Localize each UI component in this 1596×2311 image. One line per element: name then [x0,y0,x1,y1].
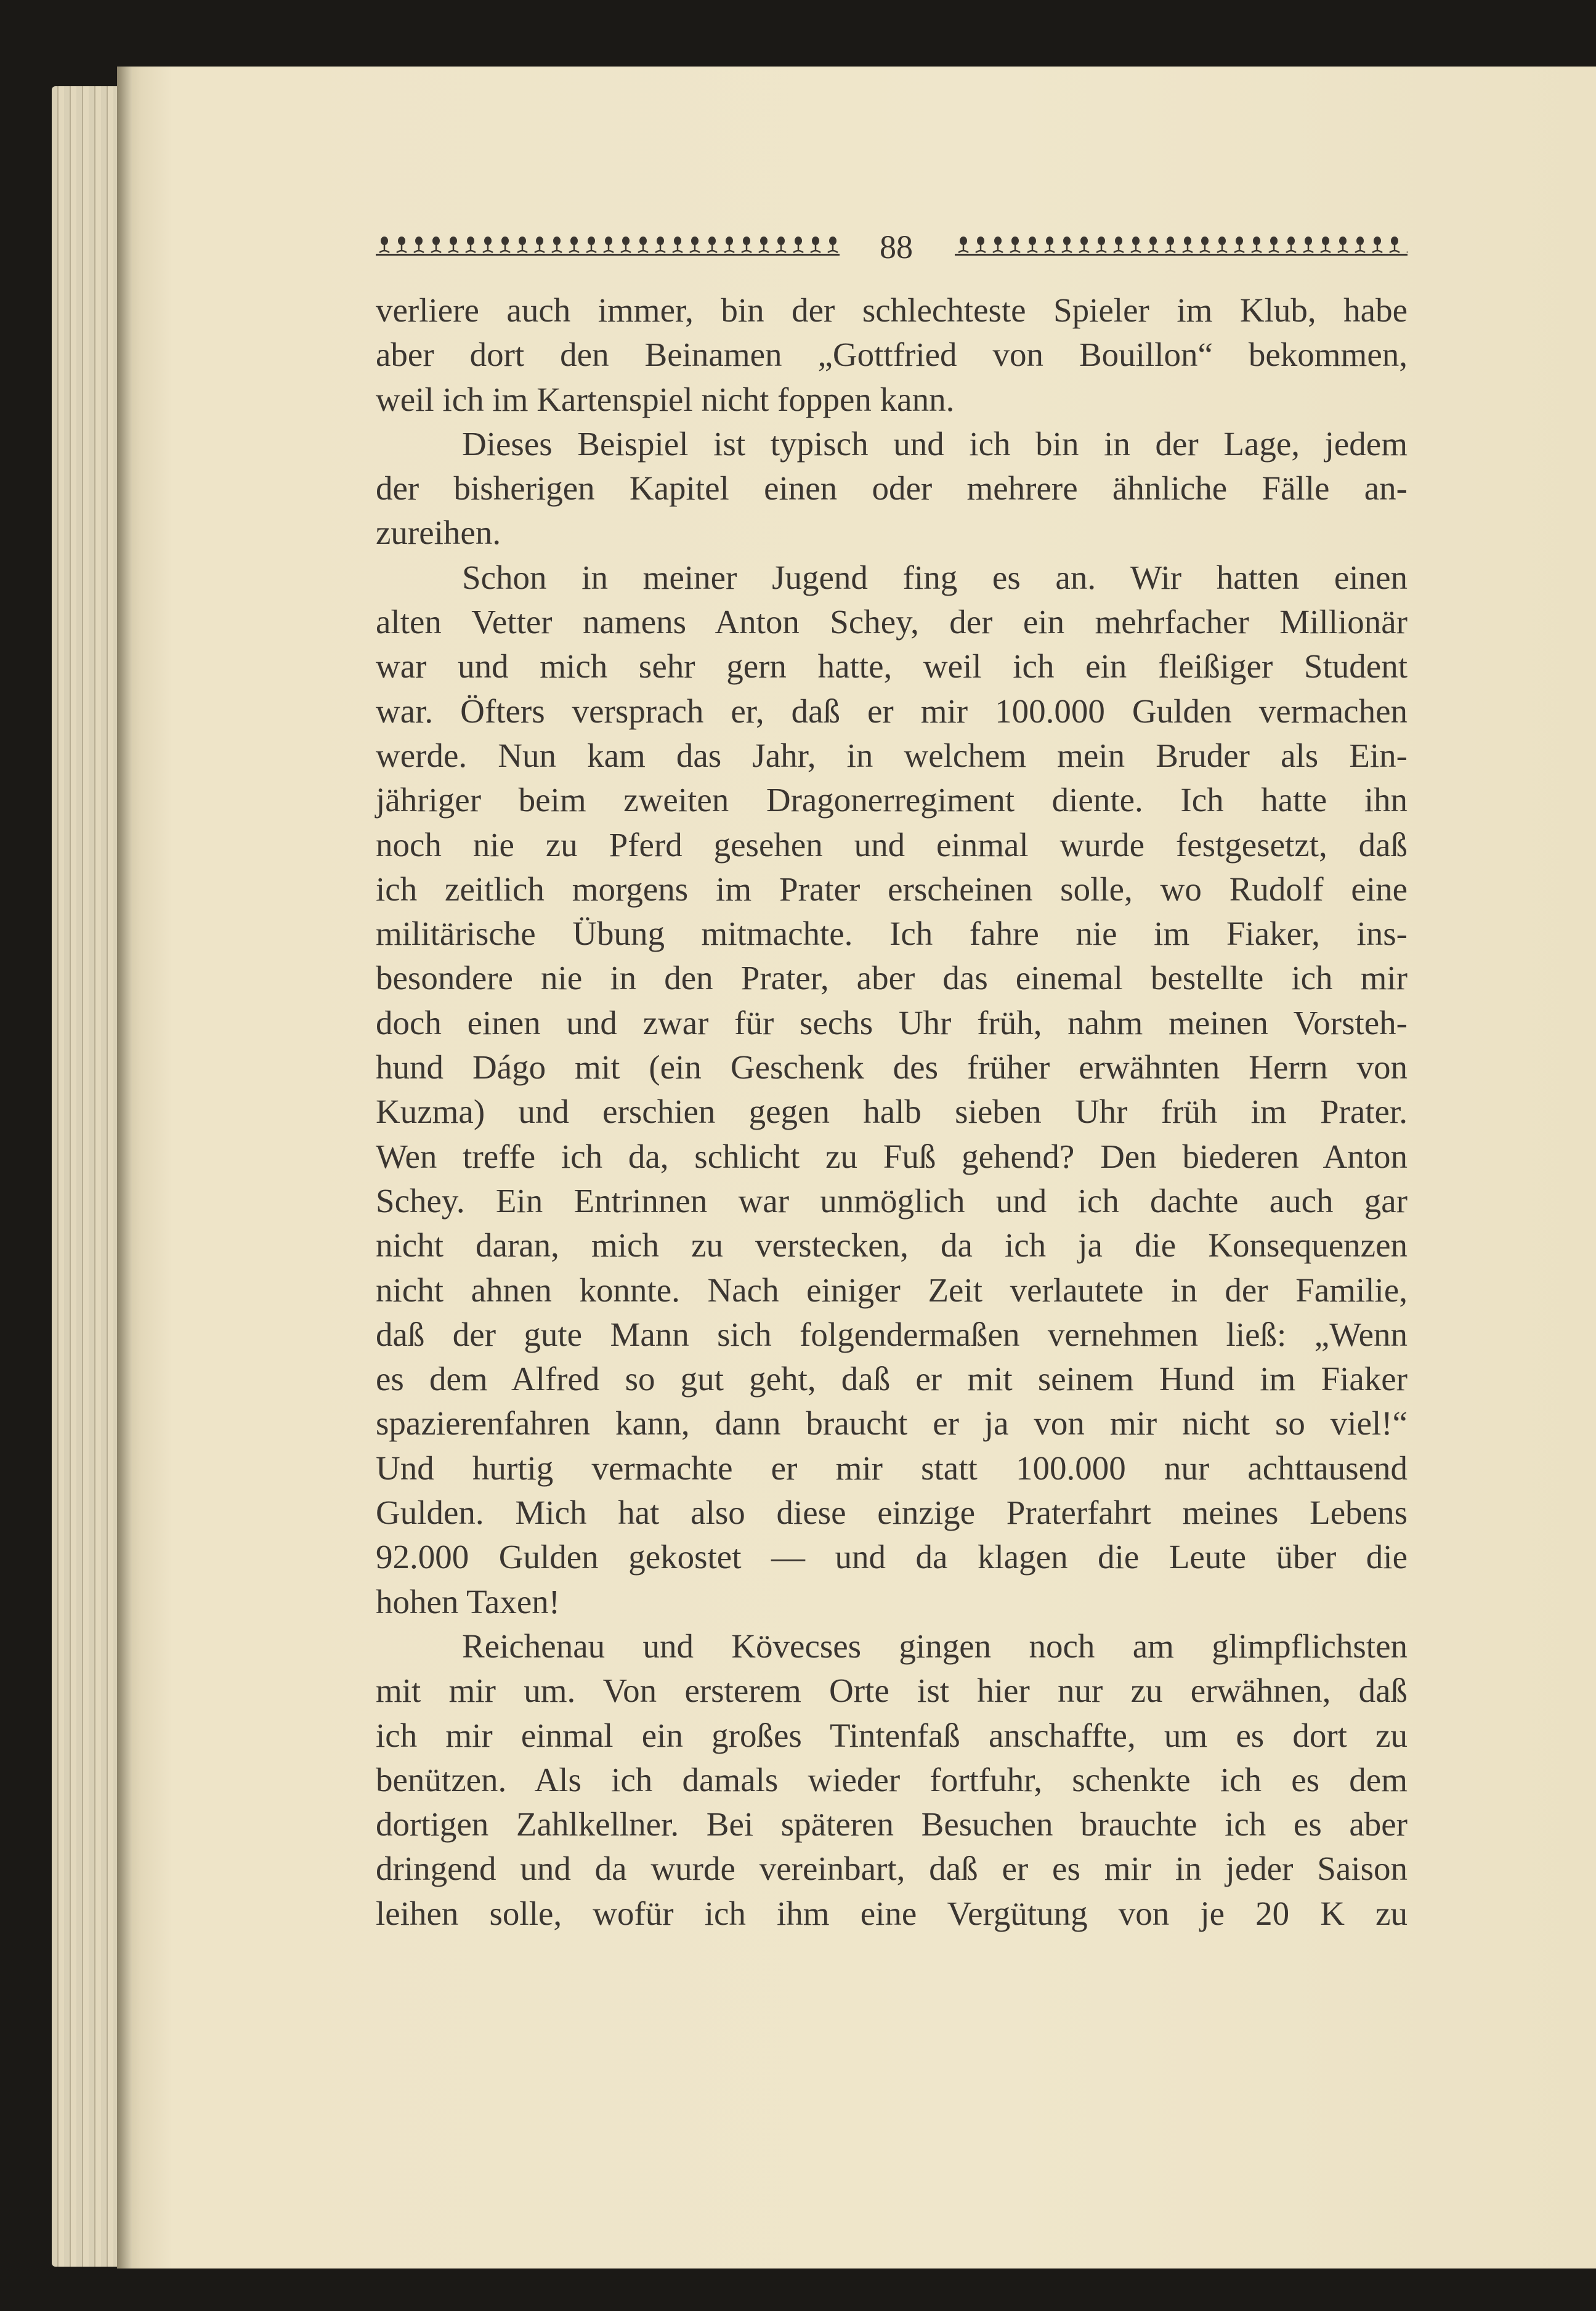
text-line: weil ich im Kartenspiel nicht foppen kann. [376,380,955,418]
text-line: verliere auch immer, bin der schlechteste Spieler im Klub, habe [376,291,1408,329]
text-line: war. Öfters versprach er, daß er mir 100.000 Gulden vermachen [376,692,1408,730]
text-line: daß der gute Mann sich folgendermaßen vernehmen ließ: „Wenn [376,1315,1408,1353]
page-number: 88 [880,229,913,265]
text-line: Schon in meiner Jugend fing es an. Wir hatten einen [462,558,1408,596]
text-line: mit mir um. Von ersterem Orte ist hier nur zu erwähnen, daß [376,1672,1408,1710]
text-line: 92.000 Gulden gekostet — und da klagen die Leute über die [376,1538,1408,1576]
text-line: Schey. Ein Entrinnen war unmöglich und ich dachte auch gar [376,1181,1408,1220]
text-line: leihen solle, wofür ich ihm eine Vergütung von je 20 K zu [376,1894,1408,1932]
text-line: noch nie zu Pferd gesehen und einmal wurde festgesetzt, daß [376,825,1408,864]
text-line: ich zeitlich morgens im Prater erscheinen solle, wo Rudolf eine [376,870,1408,908]
text-line: es dem Alfred so gut geht, daß er mit seinem Hund im Fiaker [376,1360,1408,1398]
text-line: war und mich sehr gern hatte, weil ich ein fleißiger Student [376,647,1408,686]
paragraph [376,288,1408,422]
text-line: werde. Nun kam das Jahr, in welchem mein Bruder als Ein- [376,736,1408,774]
text-line: ich mir einmal ein großes Tintenfaß anschaffte, um es dort zu [376,1716,1408,1754]
paragraph [376,422,1408,556]
ornament-border-left [376,235,840,256]
text-line: dringend und da wurde vereinbart, daß er es mir in jeder Saison [376,1850,1408,1888]
text-line: benützen. Als ich damals wieder fortfuhr, schenkte ich es dem [376,1760,1408,1799]
text-line: Gulden. Mich hat also diese einzige Praterfahrt meines Lebens [376,1494,1408,1532]
text-line: Dieses Beispiel ist typisch und ich bin in der Lage, jedem [462,424,1408,463]
page-header [376,228,1408,265]
text-line: besondere nie in den Prater, aber das einemal bestellte ich mir [376,959,1408,997]
text-line: hund Dágo mit (ein Geschenk des früher erwähnten Herrn von [376,1048,1408,1087]
text-line: Und hurtig vermachte er mir statt 100.000 nur achttausend [376,1449,1408,1487]
text-line: nicht ahnen konnte. Nach einiger Zeit verlautete in der Familie, [376,1271,1408,1309]
text-line: der bisherigen Kapitel einen oder mehrere ähnliche Fälle an- [376,469,1408,508]
ornament-border-right [955,235,1408,256]
body-text [376,288,1408,1936]
page-gutter-shadow [117,67,132,2269]
text-line: Wen treffe ich da, schlicht zu Fuß gehend? Den biederen Anton [376,1137,1408,1175]
text-line: dortigen Zahlkellner. Bei späteren Besuchen brauchte ich es aber [376,1805,1408,1844]
text-line: nicht daran, mich zu verstecken, da ich ja die Konsequenzen [376,1226,1408,1265]
text-line: aber dort den Beinamen „Gottfried von Bouillon“ bekommen, [376,336,1408,374]
text-line: zureihen. [376,514,501,552]
text-line: alten Vetter namens Anton Schey, der ein mehrfacher Millionär [376,603,1408,641]
paragraph [376,556,1408,1624]
paragraph [376,1624,1408,1936]
text-line: Reichenau und Kövecses gingen noch am glimpflichsten [462,1627,1408,1665]
text-line: hohen Taxen! [376,1582,561,1621]
text-line: spazierenfahren kann, dann braucht er ja von mir nicht so viel!“ [376,1404,1408,1443]
text-line: jähriger beim zweiten Dragonerregiment diente. Ich hatte ihn [376,781,1408,819]
text-line: Kuzma) und erschien gegen halb sieben Uhr früh im Prater. [376,1093,1408,1131]
text-line: doch einen und zwar für sechs Uhr früh, nahm meinen Vorsteh- [376,1003,1408,1042]
text-line: militärische Übung mitmachte. Ich fahre nie im Fiaker, ins- [376,915,1408,953]
